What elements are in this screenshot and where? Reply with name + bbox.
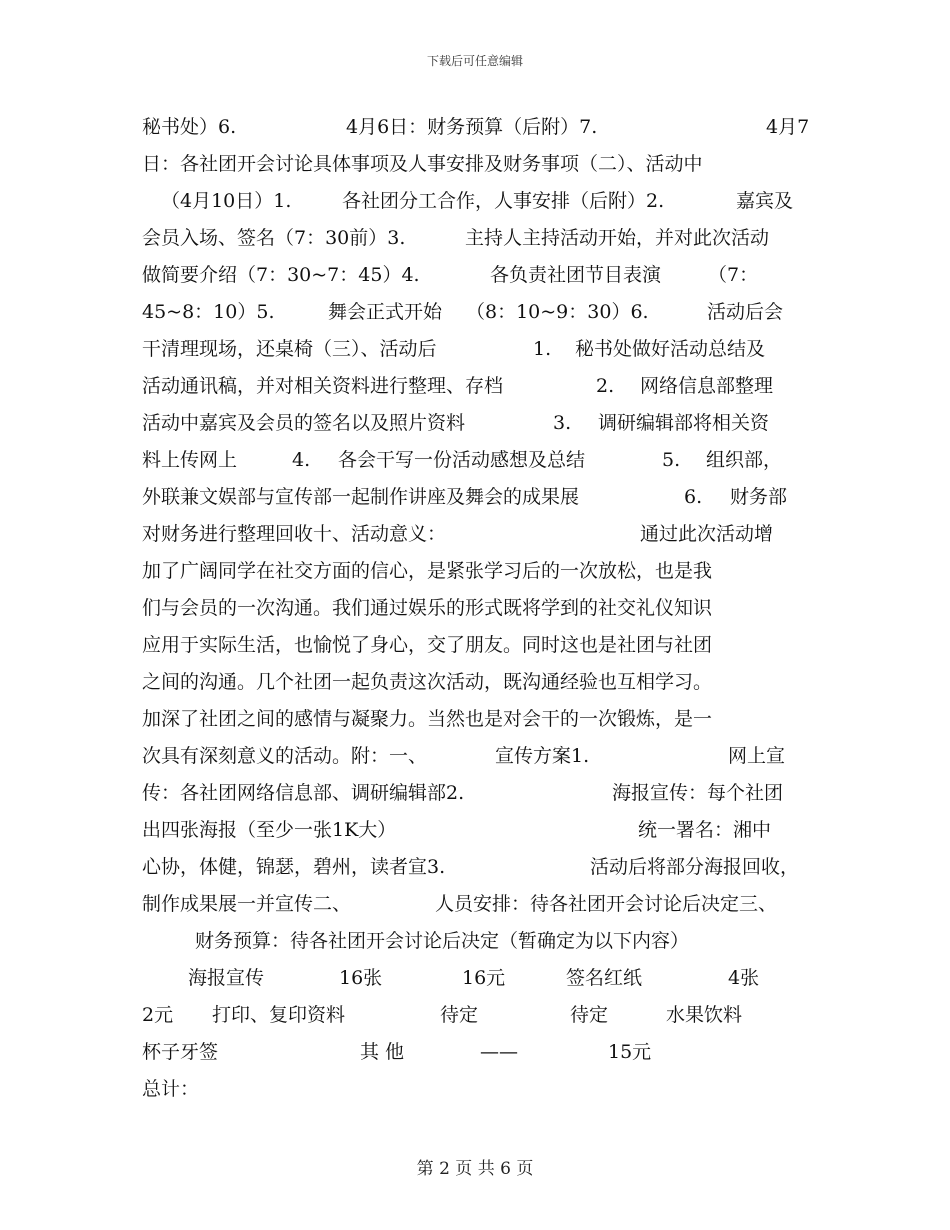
text-segment: 调研编辑部将相关资 — [598, 412, 770, 434]
text-segment: —— — [480, 1041, 518, 1063]
text-segment: 出四张海报（至少一张1K大） — [142, 819, 397, 841]
text-segment: 6. — [684, 486, 703, 508]
text-segment: 45~8：10）5. — [142, 301, 275, 323]
text-line — [0, 186, 950, 216]
text-segment: 对财务进行整理回收十、活动意义： — [142, 523, 447, 545]
text-segment: 加深了社团之间的感情与凝聚力。当然也是对会干的一次锻炼，是一 — [142, 708, 713, 730]
text-line — [0, 519, 950, 549]
text-line — [0, 482, 950, 512]
text-segment: 会员入场、签名（7：30前）3. — [142, 227, 406, 249]
text-line — [0, 297, 950, 327]
text-segment: 其 他 — [360, 1041, 405, 1063]
text-segment: 4月7 — [766, 116, 810, 138]
text-segment: 组织部， — [706, 449, 783, 471]
text-segment: （7： — [708, 264, 759, 286]
text-segment: 之间的沟通。几个社团一起负责这次活动，既沟通经验也互相学习。 — [142, 671, 713, 693]
text-segment: 财务部 — [730, 486, 788, 508]
text-segment: 海报宣传 — [188, 967, 265, 989]
text-segment: 秘书处做好活动总结及 — [575, 338, 766, 360]
text-line — [0, 112, 950, 142]
text-segment: 2. — [596, 375, 615, 397]
text-segment: 主持人主持活动开始，并对此次活动 — [465, 227, 770, 249]
text-segment: 做简要介绍（7：30~7：45）4. — [142, 264, 420, 286]
text-line — [0, 926, 950, 956]
text-segment: 1. — [533, 338, 552, 360]
text-segment: 次具有深刻意义的活动。附：一、 — [142, 745, 428, 767]
text-segment: 15元 — [608, 1041, 652, 1063]
text-segment: 活动后会 — [707, 301, 784, 323]
text-line — [0, 704, 950, 734]
text-segment: 2元 — [142, 1004, 174, 1026]
text-segment: 宣传方案1. — [495, 745, 590, 767]
text-line — [0, 1074, 950, 1104]
text-line — [0, 149, 950, 179]
text-segment: 制作成果展一并宣传二、 — [142, 893, 352, 915]
text-line — [0, 408, 950, 438]
text-segment: 们与会员的一次沟通。我们通过娱乐的形式既将学到的社交礼仪知识 — [142, 597, 713, 619]
text-line — [0, 889, 950, 919]
text-segment: （4月10日）1. — [161, 190, 292, 212]
text-segment: 活动中嘉宾及会员的签名以及照片资料 — [142, 412, 466, 434]
text-segment: 统一署名：湘中 — [638, 819, 772, 841]
text-segment: 网上宣 — [728, 745, 786, 767]
page-footer: 第 2 页 共 6 页 — [416, 1159, 534, 1179]
text-segment: 传：各社团网络信息部、调研编辑部2. — [142, 782, 465, 804]
text-line — [0, 741, 950, 771]
page-header: 下载后可任意编辑 — [426, 54, 523, 68]
text-segment: 4. — [292, 449, 311, 471]
text-segment: 料上传网上 — [142, 449, 238, 471]
text-segment: 5. — [662, 449, 681, 471]
text-segment: 人员安排：待各社团开会讨论后决定三、 — [435, 893, 778, 915]
text-segment: 心协，体健，锦瑟，碧州，读者宣3. — [142, 856, 446, 878]
text-segment: 嘉宾及 — [736, 190, 794, 212]
text-line — [0, 630, 950, 660]
text-segment: 各会干写一份活动感想及总结 — [338, 449, 586, 471]
text-segment: 舞会正式开始 — [328, 301, 443, 323]
text-segment: 各负责社团节目表演 — [490, 264, 662, 286]
text-segment: 总计： — [142, 1078, 200, 1100]
text-segment: 3. — [553, 412, 572, 434]
text-segment: 4张 — [728, 967, 760, 989]
text-line — [0, 667, 950, 697]
text-segment: 应用于实际生活，也愉悦了身心，交了朋友。同时这也是社团与社团 — [142, 634, 713, 656]
text-line — [0, 1000, 950, 1030]
text-segment: 干清理现场，还桌椅（三）、活动后 — [142, 338, 437, 360]
text-segment: 水果饮料 — [666, 1004, 743, 1026]
text-segment: 各社团分工合作，人事安排（后附）2. — [342, 190, 665, 212]
text-segment: 活动后将部分海报回收， — [590, 856, 800, 878]
text-line — [0, 963, 950, 993]
text-segment: 16元 — [462, 967, 506, 989]
text-segment: 日：各社团开会讨论具体事项及人事安排及财务事项（二）、活动中 — [142, 153, 703, 175]
text-segment: 杯子牙签 — [142, 1041, 219, 1063]
text-line — [0, 852, 950, 882]
text-segment: 签名红纸 — [566, 967, 643, 989]
text-segment: 打印、复印资料 — [212, 1004, 346, 1026]
text-line — [0, 556, 950, 586]
text-segment: 16张 — [339, 967, 383, 989]
text-line — [0, 371, 950, 401]
text-line — [0, 815, 950, 845]
text-line — [0, 334, 950, 364]
text-segment: 海报宣传：每个社团 — [612, 782, 784, 804]
text-segment: 财务预算：待各社团开会讨论后决定（暂确定为以下内容） — [195, 930, 690, 952]
text-segment: 网络信息部整理 — [640, 375, 774, 397]
text-line — [0, 260, 950, 290]
text-line — [0, 1037, 950, 1067]
text-segment: 待定 — [570, 1004, 609, 1026]
text-line — [0, 593, 950, 623]
text-segment: （8：10~9：30）6. — [466, 301, 649, 323]
text-segment: 加了广阔同学在社交方面的信心，是紧张学习后的一次放松，也是我 — [142, 560, 713, 582]
text-line — [0, 778, 950, 808]
text-segment: 活动通讯稿，并对相关资料进行整理、存档 — [142, 375, 504, 397]
text-segment: 通过此次活动增 — [640, 523, 774, 545]
text-segment: 待定 — [440, 1004, 479, 1026]
text-line — [0, 223, 950, 253]
text-segment: 秘书处）6. — [142, 116, 237, 138]
text-line — [0, 445, 950, 475]
text-segment: 4月6日：财务预算（后附）7. — [346, 116, 598, 138]
text-segment: 外联兼文娱部与宣传部一起制作讲座及舞会的成果展 — [142, 486, 580, 508]
